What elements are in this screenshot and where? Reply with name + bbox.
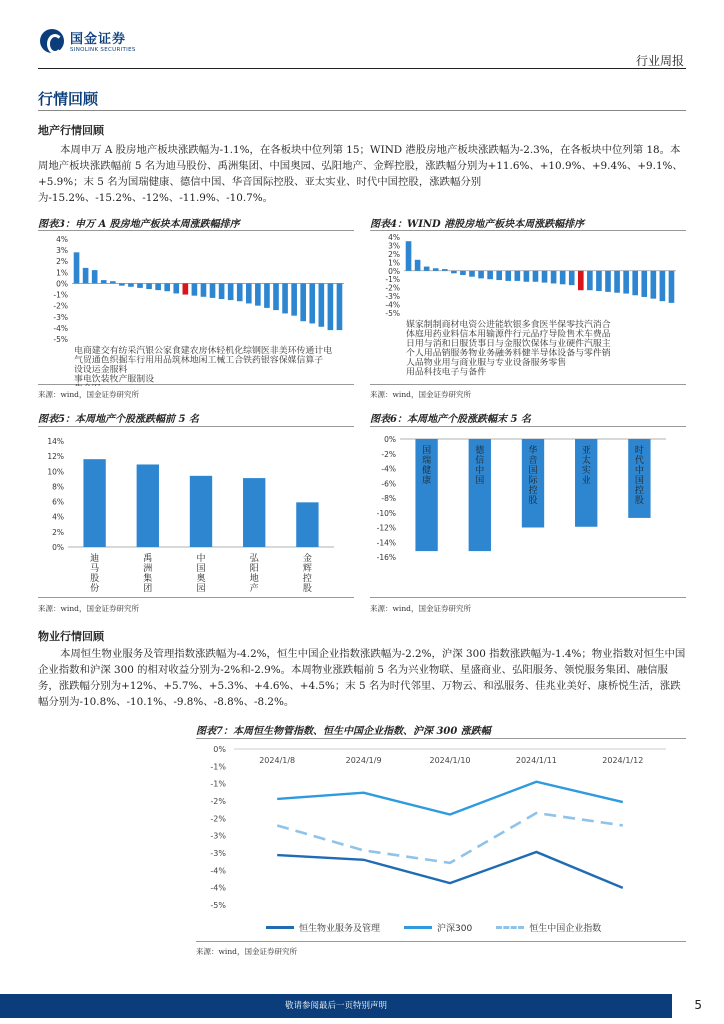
bar	[578, 271, 584, 290]
legend-swatch	[496, 926, 524, 929]
section-title: 行情回顾	[38, 90, 99, 108]
fig4-box	[370, 230, 686, 385]
bar	[478, 271, 484, 279]
brand-logo-icon	[40, 29, 64, 53]
x-tick-label: 个人用品销服务物业务融务料健半导体设备与零件销	[406, 347, 611, 358]
bar	[282, 283, 288, 313]
brand-logo	[40, 28, 136, 53]
section-divider	[38, 110, 686, 111]
x-tick-label: 控	[302, 574, 312, 584]
y-tick-label: -5%	[53, 335, 68, 344]
bar	[300, 283, 306, 321]
legend-swatch	[266, 926, 294, 929]
bar	[101, 280, 107, 283]
property-subtitle: 物业行情回顾	[38, 630, 104, 643]
y-tick-label: -2%	[385, 283, 400, 293]
y-tick-label: 0%	[52, 543, 64, 552]
bar	[596, 271, 602, 291]
fig6-source: 来源：wind，国金证券研究所	[370, 604, 471, 613]
y-tick-label: 4%	[388, 233, 400, 242]
y-tick-label: -2%	[53, 301, 68, 311]
x-tick-label: 事电饮装牧产服制设	[74, 373, 155, 384]
bar	[469, 271, 475, 277]
x-tick-label: 股	[90, 574, 100, 584]
y-tick-label: 3%	[388, 241, 400, 251]
y-tick-label: -5%	[210, 901, 226, 910]
header-divider	[38, 68, 686, 69]
bar	[587, 271, 593, 290]
y-tick-label: -3%	[210, 849, 226, 858]
brand-name-en: SINOLINK SECURITIES	[70, 47, 136, 53]
y-tick-label: -3%	[53, 312, 68, 322]
x-tick-label: 2024/1/8	[259, 756, 296, 765]
bar	[660, 271, 666, 301]
y-tick-label: -6%	[381, 479, 396, 489]
y-tick-label: 12%	[47, 452, 64, 462]
fig7-chart	[196, 739, 686, 917]
x-tick-label: 人品物业用与商业服与专业设备服务零售	[406, 357, 567, 367]
fig3-source: 来源：wind，国金证券研究所	[38, 390, 139, 399]
page-number: 5	[694, 998, 702, 1012]
y-tick-label: -4%	[385, 300, 400, 310]
bar	[433, 268, 439, 271]
bar	[669, 271, 675, 303]
x-tick-label: 份	[90, 584, 100, 594]
x-tick-label: 康	[422, 476, 432, 486]
x-tick-label: 奥	[196, 574, 206, 584]
bar	[219, 283, 225, 299]
bar	[505, 271, 511, 281]
y-tick-label: 1%	[388, 258, 400, 268]
bar	[651, 271, 657, 299]
property-paragraph: 本周恒生物业服务及管理指数涨跌幅为-4.2%，恒生中国企业指数涨跌幅为-2.2%，沪深 300 指数涨跌幅为-1.4%；物业指数对恒生中国企业指数和沪深 300 的相对收益分别为-2%和-2.9%。本周物业涨跌幅前 5 名为兴业物联、星盛商业、弘阳服务、领悦服务集团、融信服务，涨跌幅分别为+12%、+5.7%、+5.3%、+4.6%、+4.5%；末 5 名为时代邻里、万物云、和泓服务、佳兆业美好、康桥悦生活，涨跌幅分别为-10.8%、-10.1%、-9.8%、-8.8%、-8.2%。	[38, 648, 686, 708]
bar	[164, 283, 170, 291]
y-tick-label: 4%	[52, 512, 64, 522]
x-tick-label: 辉	[302, 564, 312, 574]
x-tick-label: 音	[528, 456, 538, 466]
fig7-source: 来源：wind，国金证券研究所	[196, 947, 297, 956]
y-tick-label: -1%	[210, 762, 226, 772]
y-tick-label: 1%	[56, 268, 68, 278]
bar	[460, 271, 466, 275]
y-tick-label: -5%	[385, 309, 400, 318]
bar	[296, 502, 318, 547]
x-tick-label	[74, 383, 101, 386]
bar	[264, 283, 270, 307]
legend-item-hs-property	[266, 921, 380, 934]
bar	[74, 252, 80, 283]
y-tick-label: -1%	[53, 290, 68, 300]
fig3-chart	[38, 231, 354, 386]
bar	[173, 283, 179, 293]
x-tick-label: 迪	[90, 554, 100, 564]
fig6-title: 图表6：本周地产个股涨跌幅末 5 名	[370, 414, 531, 425]
y-tick-label: 0%	[388, 266, 400, 276]
bar	[641, 271, 647, 297]
series-line	[277, 813, 623, 863]
legend-label: 恒生中国企业指数	[529, 924, 602, 934]
bar	[533, 271, 539, 282]
legend-label: 沪深300	[437, 924, 473, 934]
bar	[406, 241, 412, 271]
x-tick-label: 洲	[143, 564, 153, 574]
x-tick-label: 健	[422, 466, 432, 476]
bar	[487, 271, 493, 279]
x-tick-label: 国	[196, 564, 206, 574]
bar	[515, 271, 521, 281]
bar	[92, 270, 98, 283]
x-tick-label: 用品科技电子与备件	[406, 366, 487, 377]
y-tick-label: 4%	[56, 235, 68, 244]
x-tick-label: 股	[528, 496, 538, 506]
fig5-source: 来源：wind，国金证券研究所	[38, 604, 139, 613]
bar	[237, 283, 243, 301]
bar	[210, 283, 216, 297]
y-tick-label: -2%	[210, 797, 226, 806]
legend-label: 恒生物业服务及管理	[299, 924, 381, 934]
y-tick-label: -1%	[385, 275, 400, 285]
x-tick-label: 股	[634, 496, 644, 506]
fig7-box	[196, 738, 686, 942]
y-tick-label: -8%	[381, 494, 396, 503]
legend-swatch	[404, 926, 432, 929]
y-tick-label: -2%	[210, 814, 226, 824]
bar	[83, 268, 89, 284]
x-tick-label: 中	[475, 466, 485, 476]
bar	[415, 260, 421, 271]
x-tick-label: 2024/1/10	[429, 756, 471, 765]
x-tick-label: 金	[302, 554, 312, 564]
y-tick-label: 0%	[384, 435, 396, 444]
x-tick-label: 实	[581, 466, 591, 476]
x-tick-label: 日用与消和日服货事日与金服饮保体与业硬件汽服主	[406, 338, 612, 348]
bar	[569, 271, 575, 285]
x-tick-label: 地	[249, 574, 259, 584]
x-tick-label: 国	[475, 476, 485, 486]
legend-item-csi300	[404, 921, 472, 934]
y-tick-label: 14%	[47, 437, 64, 446]
bar	[137, 464, 159, 547]
y-tick-label: 10%	[47, 467, 64, 477]
x-tick-label: 瑞	[422, 456, 432, 466]
x-tick-label: 中	[634, 466, 644, 476]
x-tick-label: 中	[196, 554, 206, 564]
x-tick-label: 禹	[143, 554, 153, 564]
y-tick-label: -3%	[385, 292, 400, 302]
bar	[192, 283, 198, 295]
bar	[201, 283, 207, 296]
bar	[632, 271, 638, 295]
y-tick-label: -4%	[210, 883, 226, 893]
bar	[83, 459, 105, 547]
legend-item-hscei	[496, 921, 601, 934]
x-tick-label: 控	[528, 486, 538, 496]
bar	[183, 283, 189, 294]
x-tick-label: 德	[475, 446, 485, 456]
bar	[328, 283, 334, 330]
fig3-title: 图表3：申万 A 股房地产板块本周涨跌幅排序	[38, 219, 240, 230]
bar	[255, 283, 261, 305]
y-tick-label: 0%	[56, 279, 68, 289]
y-tick-label: -3%	[210, 831, 226, 841]
bar	[228, 283, 234, 300]
x-tick-label: 2024/1/9	[345, 756, 382, 765]
bar	[243, 478, 265, 547]
x-tick-label: 园	[196, 584, 206, 594]
series-line	[277, 852, 623, 888]
y-tick-label: 2%	[56, 257, 68, 267]
brand-name-cn: 国金证券	[70, 32, 127, 47]
x-tick-label: 气贸通色织掘车行用用品筑林地闲工械工合铁药银容保媒信算子	[74, 354, 324, 365]
y-tick-label: -14%	[376, 538, 396, 548]
x-tick-label: 媒家制制商材电资公进能软银多食医半保零技汽消合	[406, 319, 612, 329]
y-tick-label: 2%	[388, 249, 400, 259]
fig4-title: 图表4：WIND 港股房地产板块本周涨跌幅排序	[370, 219, 585, 230]
fig7-legend	[266, 921, 601, 934]
x-tick-label: 集	[143, 574, 153, 584]
series-line	[277, 782, 623, 815]
x-tick-label: 电商建交有纺采汽银公家食建农房休轻机化综钢医非美环传通计电	[74, 345, 333, 355]
y-tick-label: -4%	[53, 323, 68, 333]
y-tick-label: -4%	[381, 464, 396, 474]
x-tick-label: 产	[249, 584, 259, 594]
bar	[190, 476, 212, 547]
bar	[551, 271, 557, 284]
bar	[137, 283, 143, 287]
bar	[614, 271, 620, 293]
y-tick-label: -4%	[210, 866, 226, 876]
x-tick-label: 信	[475, 456, 485, 466]
bar	[496, 271, 502, 280]
realestate-paragraph: 本周申万 A 股房地产板块涨跌幅为-1.1%，在各板块中位列第 15；WIND 港股房地产板块涨跌幅为-2.3%，在各板块中位列第 18。本周地产板块涨跌幅前 5 名为迪马股份、禹洲集团、中国奥园、弘阳地产、金辉控股，涨跌幅分别为+11.6%、+10.9%、+9.4%、+9.1%、+5.9%；末 5 名为国瑞健康、德信中国、华音国际控股、亚太实业、时代中国控股，涨跌幅分别为-15.2%、-15.2%、-12%、-11.9%、-10.7%。	[38, 144, 683, 204]
fig4-source: 来源：wind，国金证券研究所	[370, 390, 471, 399]
x-tick-label: 国	[528, 466, 538, 476]
x-tick-label: 时	[634, 446, 644, 456]
x-tick-label: 代	[634, 456, 644, 466]
bar	[246, 283, 252, 303]
bar	[451, 271, 457, 274]
bar	[337, 283, 343, 330]
y-tick-label: 6%	[52, 497, 64, 507]
bar	[128, 283, 134, 286]
y-tick-label: 2%	[52, 527, 64, 537]
y-tick-label: 8%	[52, 482, 64, 492]
y-tick-label: -2%	[381, 449, 396, 459]
realestate-subtitle: 地产行情回顾	[38, 124, 104, 137]
bar	[605, 271, 611, 292]
x-tick-label: 阳	[249, 564, 259, 574]
fig6-box	[370, 426, 686, 598]
x-tick-label: 2024/1/12	[602, 756, 644, 765]
x-tick-label: 弘	[249, 554, 259, 564]
y-tick-label: -10%	[376, 508, 396, 518]
x-tick-label: 2024/1/11	[515, 756, 557, 765]
y-tick-label: 0%	[213, 745, 226, 754]
x-tick-label: 华	[528, 446, 538, 456]
x-tick-label: 业	[581, 476, 591, 486]
bar	[542, 271, 548, 283]
fig3-box	[38, 230, 354, 385]
bar	[623, 271, 629, 294]
bar	[442, 269, 448, 271]
bar	[155, 283, 161, 290]
x-tick-label: 国	[634, 476, 644, 486]
report-type: 行业周报	[635, 54, 684, 68]
bar	[309, 283, 315, 323]
x-tick-label: 股	[302, 584, 312, 594]
bar	[524, 271, 530, 282]
x-tick-label: 马	[90, 564, 100, 574]
bar	[273, 283, 279, 310]
footer-disclaimer: 敬请参阅最后一页特别声明	[0, 994, 672, 1018]
fig4-chart	[370, 231, 686, 386]
x-tick-label: 太	[581, 456, 591, 466]
bar	[110, 281, 116, 283]
fig6-chart	[370, 427, 686, 599]
y-tick-label: 3%	[56, 246, 68, 256]
bar	[424, 267, 430, 271]
fig5-title: 图表5：本周地产个股涨跌幅前 5 名	[38, 414, 199, 425]
fig7-title: 图表7：本周恒生物管指数、恒生中国企业指数、沪深 300 涨跌幅	[196, 726, 491, 737]
y-tick-label: -16%	[376, 553, 396, 562]
x-tick-label: 控	[634, 486, 644, 496]
y-tick-label: -1%	[210, 779, 226, 789]
bar	[291, 283, 297, 315]
y-tick-label: -12%	[376, 523, 396, 533]
x-tick-label: 国	[422, 446, 432, 456]
fig5-chart	[38, 427, 354, 599]
bar	[319, 283, 325, 326]
x-tick-label: 体庭用药业料信本用输源件行元品疗导险售术车费品	[406, 328, 611, 339]
x-tick-label: 亚	[581, 446, 591, 456]
x-tick-label: 设设运金服料	[74, 364, 129, 374]
bar	[560, 271, 566, 285]
fig5-box	[38, 426, 354, 598]
bar	[146, 283, 152, 289]
x-tick-label: 团	[143, 584, 153, 594]
bar	[119, 283, 125, 285]
x-tick-label: 际	[528, 476, 538, 486]
